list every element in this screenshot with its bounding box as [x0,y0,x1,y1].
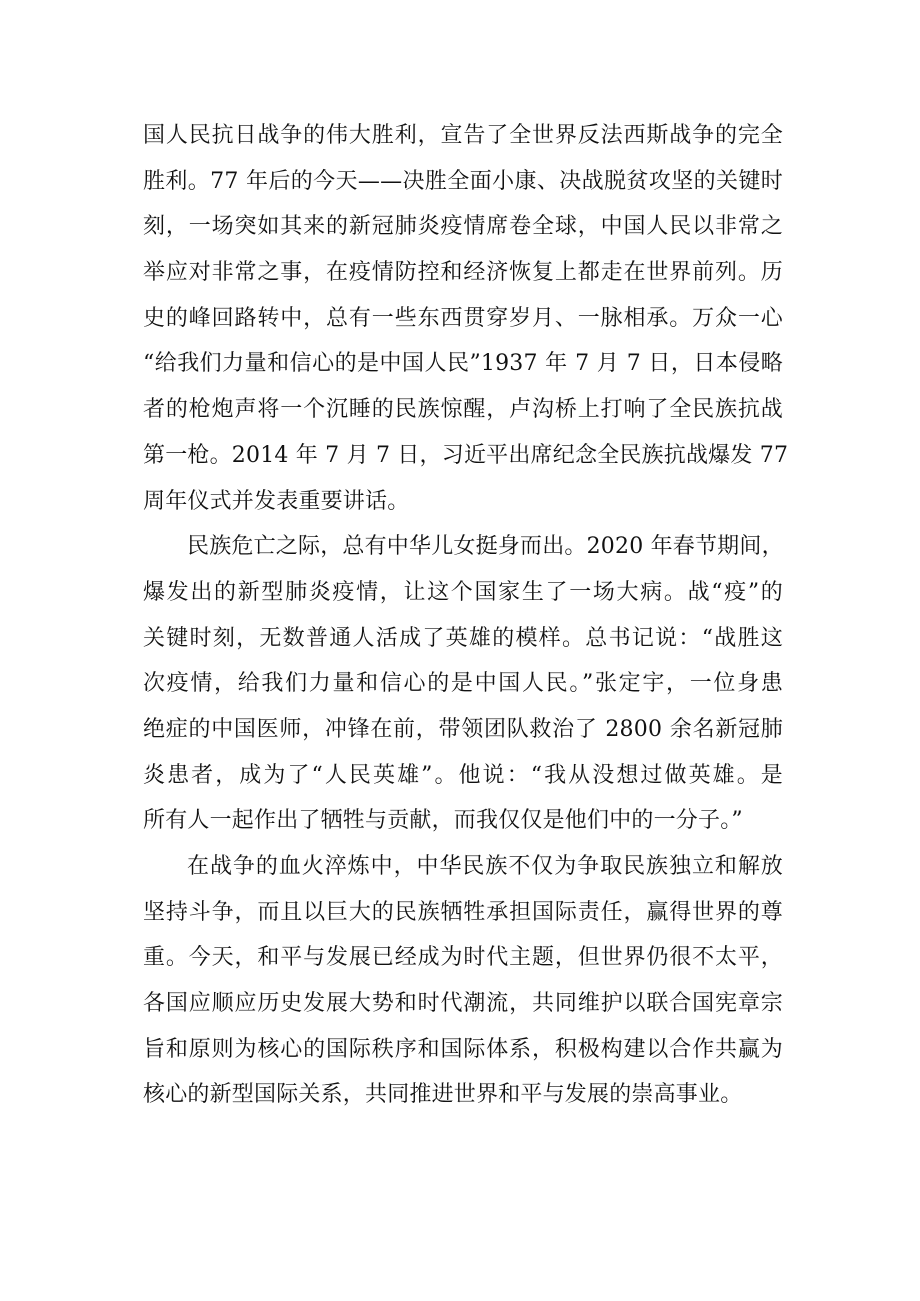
text-line: 第一枪。2014 年 7 月 7 日，习近平出席纪念全民族抗战爆发 77 [143,442,789,468]
text-line: 所有人一起作出了牺牲与贡献，而我仅仅是他们中的一分子。” [143,808,743,834]
text-line: 各国应顺应历史发展大势和时代潮流，共同维护以联合国宪章宗 [143,991,783,1017]
text-line: 举应对非常之事，在疫情防控和经济恢复上都走在世界前列。历 [143,260,783,286]
text-line: 关键时刻，无数普通人活成了英雄的模样。总书记说：“战胜这 [143,625,783,651]
text-line: 旨和原则为核心的国际秩序和国际体系，积极构建以合作共赢为 [143,1036,783,1062]
text-line: 核心的新型国际关系，共同推进世界和平与发展的崇高事业。 [143,1082,743,1108]
text-line: “给我们力量和信心的是中国人民”1937 年 7 月 7 日，日本侵略 [143,351,783,377]
text-line: 者的枪炮声将一个沉睡的民族惊醒，卢沟桥上打响了全民族抗战 [143,397,783,423]
text-line: 周年仪式并发表重要讲话。 [143,488,410,514]
text-line: 刻，一场突如其来的新冠肺炎疫情席卷全球，中国人民以非常之 [143,214,783,240]
text-line: 坚持斗争，而且以巨大的民族牺牲承担国际责任，赢得世界的尊 [143,899,783,925]
paragraph-first-line: 民族危亡之际，总有中华儿女挺身而出。2020 年春节期间， [187,534,784,560]
text-line: 绝症的中国医师，冲锋在前，带领团队救治了 2800 余名新冠肺 [143,716,783,742]
text-line: 国人民抗日战争的伟大胜利，宣告了全世界反法西斯战争的完全 [143,123,783,148]
text-line: 胜利。77 年后的今天——决胜全面小康、决战脱贫攻坚的关键时 [143,168,783,194]
paragraph-first-line: 在战争的血火淬炼中，中华民族不仅为争取民族独立和解放 [187,854,783,879]
document-body [143,113,789,1118]
text-line: 次疫情，给我们力量和信心的是中国人民。”张定宇，一位身患 [143,671,783,697]
text-line: 重。今天，和平与发展已经成为时代主题，但世界仍很不太平， [143,945,783,971]
text-line: 炎患者，成为了“人民英雄”。他说：“我从没想过做英雄。是 [143,762,783,788]
text-line: 史的峰回路转中，总有一些东西贯穿岁月、一脉相承。万众一心 [143,305,783,331]
text-line: 爆发出的新型肺炎疫情，让这个国家生了一场大病。战“疫”的 [143,579,783,605]
